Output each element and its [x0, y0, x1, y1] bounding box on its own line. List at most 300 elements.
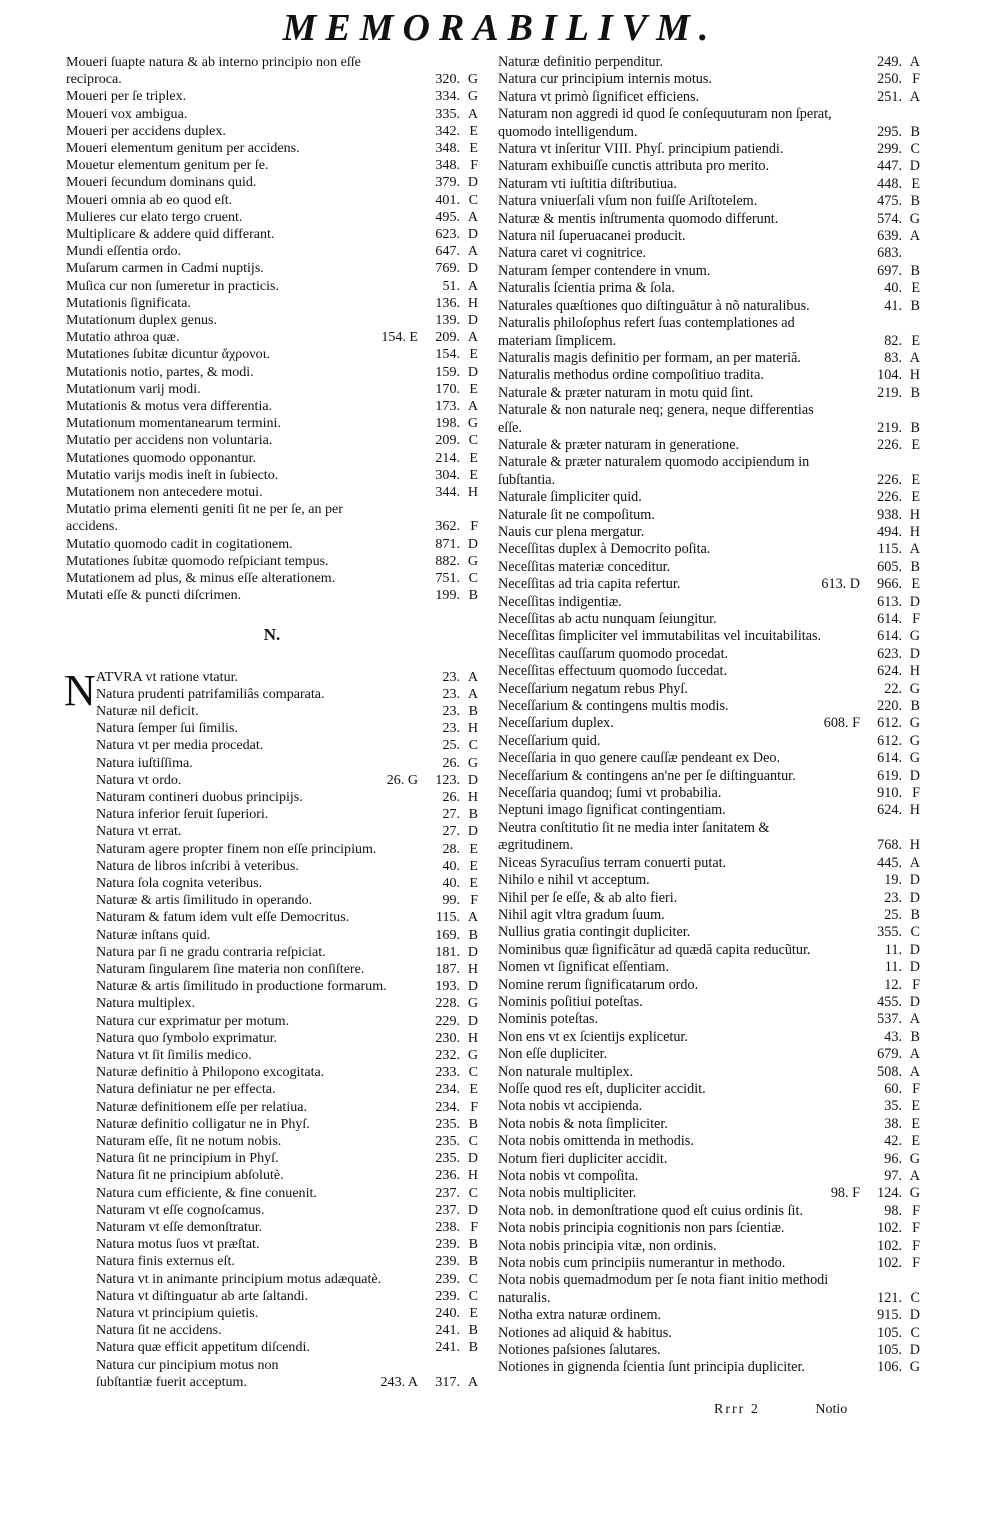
entry-text: Moueri per ſe triplex. — [66, 88, 187, 105]
entry-letter: B — [910, 262, 920, 279]
entry-letter: B — [468, 806, 478, 823]
entry-text: Niceas Syracuſius terram conuerti putat. — [498, 854, 727, 871]
entry-text: Moueri vox ambigua. — [66, 105, 188, 122]
index-entry — [498, 907, 920, 924]
index-entry — [498, 54, 920, 71]
entry-letter: A — [467, 398, 478, 415]
entry-page: 871. — [435, 535, 460, 552]
index-entry — [498, 1255, 920, 1272]
entry-letter: F — [470, 157, 478, 174]
index-entry — [96, 789, 478, 806]
index-entry — [498, 402, 920, 437]
entry-text: Moueri omnia ab eo quod eſt. — [66, 191, 233, 208]
entry-page: 25. — [884, 906, 902, 923]
entry-reference — [874, 420, 920, 437]
entry-reference — [874, 1325, 920, 1342]
entry-reference — [874, 733, 920, 750]
entry-text: Naturam agere propter finem non eſſe principium. — [96, 840, 377, 857]
index-entry — [96, 909, 478, 926]
entry-letter: F — [912, 1080, 920, 1097]
entry-page: 335. — [435, 105, 460, 122]
entry-reference — [432, 536, 478, 553]
entry-letter: E — [469, 449, 478, 466]
entry-letter: G — [467, 88, 478, 105]
entry-text: Nota nobis multipliciter. — [498, 1185, 637, 1202]
entry-page: 236. — [435, 1167, 460, 1184]
entry-letter: A — [909, 88, 920, 105]
entry-reference — [874, 872, 920, 889]
entry-page: 26. — [442, 788, 460, 805]
entry-page: 614. — [877, 750, 902, 767]
entry-reference — [874, 802, 920, 819]
entry-text: Mutatio per accidens non voluntaria. — [66, 432, 273, 449]
entry-text: Naturæ & mentis inſtrumenta quomodo differunt. — [498, 210, 779, 227]
entry-letter: H — [467, 720, 478, 737]
entry-text: Mulieres cur elato tergo cruent. — [66, 208, 243, 225]
entry-reference — [874, 1133, 920, 1150]
index-entry — [96, 772, 478, 789]
entry-page: 104. — [877, 367, 902, 384]
entry-text: Natura vt ordo. — [96, 771, 182, 788]
index-entry — [498, 1081, 920, 1098]
entry-text: Moueri elementum genitum per accidens. — [66, 140, 300, 157]
entry-reference — [874, 681, 920, 698]
index-entry — [96, 1236, 478, 1253]
entry-reference — [874, 559, 920, 576]
entry-reference — [874, 1238, 920, 1255]
entry-page: 23. — [442, 685, 460, 702]
entry-page: 220. — [877, 698, 902, 715]
entry-page: 106. — [877, 1359, 902, 1376]
entry-page: 27. — [442, 806, 460, 823]
entry-reference — [874, 280, 920, 297]
entry-letter: C — [468, 570, 478, 587]
entry-reference — [432, 1013, 478, 1030]
entry-reference — [874, 837, 920, 854]
entry-text: Mutationem non antecedere motui. — [66, 484, 263, 501]
entry-letter: D — [467, 260, 478, 277]
index-entry — [96, 755, 478, 772]
entry-letter: H — [909, 663, 920, 680]
entry-text: Neceſſitas materiæ conceditur. — [498, 558, 671, 575]
index-entry — [498, 576, 920, 593]
entry-reference — [874, 594, 920, 611]
entry-reference — [874, 1098, 920, 1115]
index-entry — [498, 924, 920, 941]
entry-letter: D — [467, 1150, 478, 1167]
entry-text: Nota nobis vt accipienda. — [498, 1098, 643, 1115]
entry-letter: A — [909, 1046, 920, 1063]
entry-letter: D — [909, 158, 920, 175]
entry-page: 228. — [435, 995, 460, 1012]
entry-page: 170. — [435, 380, 460, 397]
entry-page: 348. — [435, 140, 460, 157]
signature-mark: Rrrr 2 — [714, 1402, 760, 1417]
index-entry — [66, 432, 478, 449]
entry-text: Noſſe quod res eſt, dupliciter accidit. — [498, 1080, 706, 1097]
entry-letter: C — [468, 737, 478, 754]
entry-text: Notum fieri dupliciter accidit. — [498, 1150, 668, 1167]
entry-letter: E — [469, 857, 478, 874]
entry-page: 214. — [435, 449, 460, 466]
index-entry — [66, 260, 478, 277]
entry-reference — [874, 750, 920, 767]
entry-letter: A — [909, 541, 920, 558]
entry-page: 159. — [435, 363, 460, 380]
entry-text: Mutationes ſubitæ dicuntur ἄχρονοι. — [66, 346, 270, 363]
index-entry — [96, 1271, 478, 1288]
entry-letter: F — [912, 1220, 920, 1237]
entry-text: Moueri ſecundum dominans quid. — [66, 174, 257, 191]
entry-letter: E — [911, 332, 920, 349]
entry-text: Notiones ad aliquid & habitus. — [498, 1324, 672, 1341]
entry-letter: H — [467, 1029, 478, 1046]
entry-reference — [432, 243, 478, 260]
entry-page: 209. — [435, 329, 460, 346]
entry-letter: E — [469, 346, 478, 363]
index-entry — [498, 1238, 920, 1255]
entry-letter: C — [910, 141, 920, 158]
entry-page: 43. — [884, 1028, 902, 1045]
entry-page: 910. — [877, 785, 902, 802]
entry-reference — [432, 720, 478, 737]
entry-text: Naturæ definitionem eſſe per relatiua. — [96, 1098, 308, 1115]
entry-page: 219. — [877, 384, 902, 401]
entry-text: Neutra conſtitutio ſit ne media inter ſanitatem & ægritudinem. — [498, 819, 770, 854]
entry-reference — [824, 715, 920, 732]
entry-letter: E — [911, 576, 920, 593]
index-entry — [96, 1339, 478, 1356]
entry-text: Nullius gratia contingit dupliciter. — [498, 924, 691, 941]
entry-page: 362. — [435, 518, 460, 535]
entry-reference — [874, 994, 920, 1011]
entry-page: 619. — [877, 767, 902, 784]
index-entry — [66, 174, 478, 191]
entry-reference — [874, 333, 920, 350]
entry-reference — [381, 1374, 478, 1391]
index-entry — [66, 226, 478, 243]
entry-text: Mutationum varij modi. — [66, 380, 201, 397]
entry-reference — [874, 89, 920, 106]
entry-letter: G — [909, 1150, 920, 1167]
entry-reference — [432, 1133, 478, 1150]
section-letter: N. — [263, 624, 281, 644]
index-entry — [66, 364, 478, 381]
entry-text: Natura ſit ne principium in Phyſ. — [96, 1150, 279, 1167]
index-entry — [498, 1203, 920, 1220]
entry-letter: D — [467, 226, 478, 243]
entry-letter: D — [467, 535, 478, 552]
entry-reference — [432, 737, 478, 754]
entry-letter: G — [467, 1046, 478, 1063]
entry-page: 226. — [877, 471, 902, 488]
entry-text: Naturam & fatum idem vult eſſe Democritus. — [96, 909, 350, 926]
entry-page: 624. — [877, 802, 902, 819]
entry-page: 250. — [877, 71, 902, 88]
entry-page: 494. — [877, 523, 902, 540]
entry-reference — [432, 858, 478, 875]
index-entry — [498, 524, 920, 541]
entry-text: Naturæ & artis ſimilitudo in productione formarum. — [96, 978, 387, 995]
entry-page: 11. — [884, 941, 902, 958]
entry-reference — [874, 385, 920, 402]
entry-reference — [432, 570, 478, 587]
entry-page: 249. — [877, 54, 902, 70]
entry-text: Mutationes ſubitæ quomodo reſpiciant tempus. — [66, 552, 329, 569]
entry-letter: H — [467, 484, 478, 501]
entry-text: Nomen vt ſignificat eſſentiam. — [498, 959, 669, 976]
entry-text: Mutatio prima elementi geniti ſit ne per ſe, an per accidens. — [66, 501, 343, 535]
entry-text: Natura prudenti patrifamiliâs comparata. — [96, 685, 325, 702]
entry-text: Naturam non aggredi id quod ſe conſequuturam non ſperat, quomodo intelligendum. — [498, 106, 832, 140]
index-entry — [96, 823, 478, 840]
index-entry — [498, 541, 920, 558]
entry-letter: D — [467, 312, 478, 329]
entry-reference — [874, 158, 920, 175]
entry-letter: C — [468, 1287, 478, 1304]
entry-letter: A — [909, 349, 920, 366]
entry-text: Notiones in gignenda ſcientia ſunt principia dupliciter. — [498, 1359, 805, 1376]
entry-reference — [432, 755, 478, 772]
entry-page: 12. — [884, 976, 902, 993]
entry-text: Naturæ definitio perpenditur. — [498, 54, 664, 70]
index-entry — [96, 1202, 478, 1219]
index-entry — [498, 872, 920, 889]
index-entry — [498, 454, 920, 489]
entry-reference — [432, 961, 478, 978]
entry-text: Natura vt primò ſignificet efficiens. — [498, 88, 700, 105]
entry-text: Neceſſitas cauſſarum quomodo procedat. — [498, 645, 729, 662]
index-entry — [498, 1011, 920, 1028]
entry-text: Muſarum carmen in Cadmi nuptijs. — [66, 260, 264, 277]
entry-reference — [432, 686, 478, 703]
entry-text: Mutationis ſignificata. — [66, 294, 191, 311]
entry-reference — [874, 1116, 920, 1133]
entry-reference — [874, 1220, 920, 1237]
entry-reference — [432, 1064, 478, 1081]
entry-page: 614. — [877, 611, 902, 627]
index-entry — [498, 263, 920, 280]
entry-text: Naturalis philoſophus refert ſuas contemplationes ad materiam ſimplicem. — [498, 315, 795, 349]
entry-reference — [874, 977, 920, 994]
index-entry — [96, 1185, 478, 1202]
entry-page: 445. — [877, 854, 902, 871]
entry-letter: E — [469, 874, 478, 891]
entry-letter: G — [467, 754, 478, 771]
entry-letter: B — [468, 1115, 478, 1132]
entry-text: Neceſſitas ſimpliciter vel immutabilitas vel incuitabilitas. — [498, 628, 822, 645]
entry-text: Natura multiplex. — [96, 995, 196, 1012]
entry-text: Mutati eſſe & puncti diſcrimen. — [66, 587, 242, 604]
entry-text: Naturale & præter naturam in motu quid ſint. — [498, 384, 754, 401]
entry-letter: E — [469, 1081, 478, 1098]
entry-reference — [874, 959, 920, 976]
entry-reference — [432, 669, 478, 686]
entry-page: 239. — [435, 1270, 460, 1287]
entry-letter: B — [910, 1028, 920, 1045]
index-entry — [498, 559, 920, 576]
entry-reference — [874, 141, 920, 158]
entry-text: Natura vt principium quietis. — [96, 1305, 259, 1322]
index-entry — [498, 507, 920, 524]
entry-page: 574. — [877, 210, 902, 227]
entry-page: 334. — [435, 88, 460, 105]
entry-page: 938. — [877, 506, 902, 523]
entry-letter: A — [909, 1168, 920, 1184]
entry-page: 219. — [877, 419, 902, 436]
entry-page: 27. — [442, 823, 460, 840]
entry-text: Neceſſarium negatum rebus Phyſ. — [498, 680, 688, 697]
entry-reference — [874, 768, 920, 785]
index-entry — [498, 141, 920, 158]
entry-text: Naturam vt eſſe demonſtratur. — [96, 1219, 263, 1235]
index-entry — [498, 228, 920, 245]
entry-text: Natura ſemper ſui ſimilis. — [96, 720, 238, 737]
dropcap: N — [64, 665, 96, 715]
entry-reference — [432, 995, 478, 1012]
entry-reference — [432, 1253, 478, 1270]
entry-letter: D — [909, 959, 920, 976]
index-entry — [498, 785, 920, 802]
entry-letter: F — [912, 785, 920, 802]
entry-letter: G — [909, 680, 920, 697]
entry-page: 915. — [877, 1307, 902, 1324]
entry-reference — [432, 157, 478, 174]
index-entry — [96, 1357, 478, 1391]
entry-letter: C — [468, 1132, 478, 1149]
entry-letter: G — [467, 552, 478, 569]
entry-page: 41. — [884, 297, 902, 314]
index-entry — [66, 467, 478, 484]
entry-text: Neceſſitas indigentiæ. — [498, 593, 622, 610]
entry-text: Neceſſarium quid. — [498, 732, 601, 749]
entry-text: Mouetur elementum genitum per ſe. — [66, 157, 269, 174]
entry-text: Natura vt in animante principium motus adæquatè. — [96, 1270, 382, 1287]
entry-text: Neceſſarium & contingens an'ne per ſe diſtinguantur. — [498, 767, 796, 784]
entry-page: 251. — [877, 88, 902, 105]
entry-letter: A — [909, 1063, 920, 1080]
entry-letter: D — [909, 593, 920, 610]
entry-page: 23. — [442, 702, 460, 719]
index-entry — [498, 193, 920, 210]
entry-page: 295. — [877, 123, 902, 140]
index-entry — [66, 450, 478, 467]
entry-page: 98. — [884, 1202, 902, 1219]
index-entry — [66, 209, 478, 226]
index-entry — [66, 88, 478, 105]
index-entry — [498, 628, 920, 645]
entry-text: Neceſſarium duplex. — [498, 715, 614, 732]
entry-reference — [432, 192, 478, 209]
index-entry — [498, 1168, 920, 1185]
entry-letter: A — [467, 329, 478, 346]
index-entry — [498, 802, 920, 819]
entry-letter: A — [467, 277, 478, 294]
entry-page: 344. — [435, 484, 460, 501]
entry-text: Neceſſitas ad tria capita refertur. — [498, 576, 681, 593]
entry-letter: B — [910, 193, 920, 210]
entry-reference — [432, 278, 478, 295]
entry-reference — [874, 507, 920, 524]
entry-reference — [432, 415, 478, 432]
index-entry — [498, 855, 920, 872]
index-entry — [96, 806, 478, 823]
entry-text: Naturale & non naturale neq; genera, neque differentias eſſe. — [498, 402, 814, 436]
entry-text: Natura de libros inſcribi à veteribus. — [96, 857, 299, 874]
entry-letter: D — [467, 174, 478, 191]
entry-page: 238. — [435, 1219, 460, 1235]
index-entry — [66, 243, 478, 260]
entry-reference — [874, 890, 920, 907]
index-entry — [96, 944, 478, 961]
index-entry — [498, 350, 920, 367]
entry-page: 537. — [877, 1011, 902, 1028]
entry-reference — [432, 381, 478, 398]
index-entry — [498, 89, 920, 106]
entry-page: 240. — [435, 1305, 460, 1322]
entry-text: Naturalis ſcientia prima & ſola. — [498, 280, 675, 297]
index-entry — [66, 329, 478, 346]
entry-reference — [874, 1359, 920, 1376]
index-entry — [96, 1219, 478, 1236]
index-entry — [498, 1029, 920, 1046]
index-entry — [498, 367, 920, 384]
entry-text: Mutatio quomodo cadit in cogitationem. — [66, 535, 293, 552]
entry-page: 169. — [435, 926, 460, 943]
entry-reference — [874, 855, 920, 872]
entry-text: Natura cur principium internis motus. — [498, 71, 712, 88]
entry-page: 229. — [435, 1012, 460, 1029]
entry-text: Nominis poteſtas. — [498, 1011, 599, 1028]
entry-page: 35. — [884, 1098, 902, 1115]
entry-text: ATVRA vt ratione vtatur. — [96, 668, 239, 685]
entry-reference — [432, 226, 478, 243]
index-entry — [498, 890, 920, 907]
entry-reference — [432, 587, 478, 604]
entry-page: 115. — [435, 909, 460, 926]
entry-letter: D — [467, 1012, 478, 1029]
entry-page: 342. — [435, 122, 460, 139]
index-entry — [66, 553, 478, 570]
index-entry — [66, 54, 478, 88]
entry-page: 612. — [877, 715, 902, 732]
entry-reference — [432, 260, 478, 277]
entry-reference — [432, 346, 478, 363]
entry-letter: B — [910, 123, 920, 140]
entry-letter: F — [470, 1098, 478, 1115]
entry-page: 19. — [884, 872, 902, 889]
entry-text: Non naturale multiplex. — [498, 1063, 634, 1080]
entry-letter: A — [467, 243, 478, 260]
index-entry — [498, 663, 920, 680]
entry-text: Nota nobis cum principiis numerantur in methodo. — [498, 1255, 786, 1272]
entry-page: 42. — [884, 1133, 902, 1150]
index-entry — [498, 158, 920, 175]
entry-text: Multiplicare & addere quid differant. — [66, 226, 275, 243]
entry-reference — [432, 892, 478, 909]
entry-letter: H — [467, 960, 478, 977]
entry-text: Mutationes quomodo opponantur. — [66, 449, 257, 466]
index-entry — [66, 536, 478, 553]
entry-page: 38. — [884, 1115, 902, 1132]
entry-letter: H — [909, 837, 920, 854]
entry-reference — [432, 944, 478, 961]
entry-text: Natura ſit ne accidens. — [96, 1322, 222, 1339]
entry-letter: C — [468, 1064, 478, 1081]
entry-letter: D — [467, 771, 478, 788]
entry-page: 22. — [884, 680, 902, 697]
entry-reference — [874, 245, 920, 262]
